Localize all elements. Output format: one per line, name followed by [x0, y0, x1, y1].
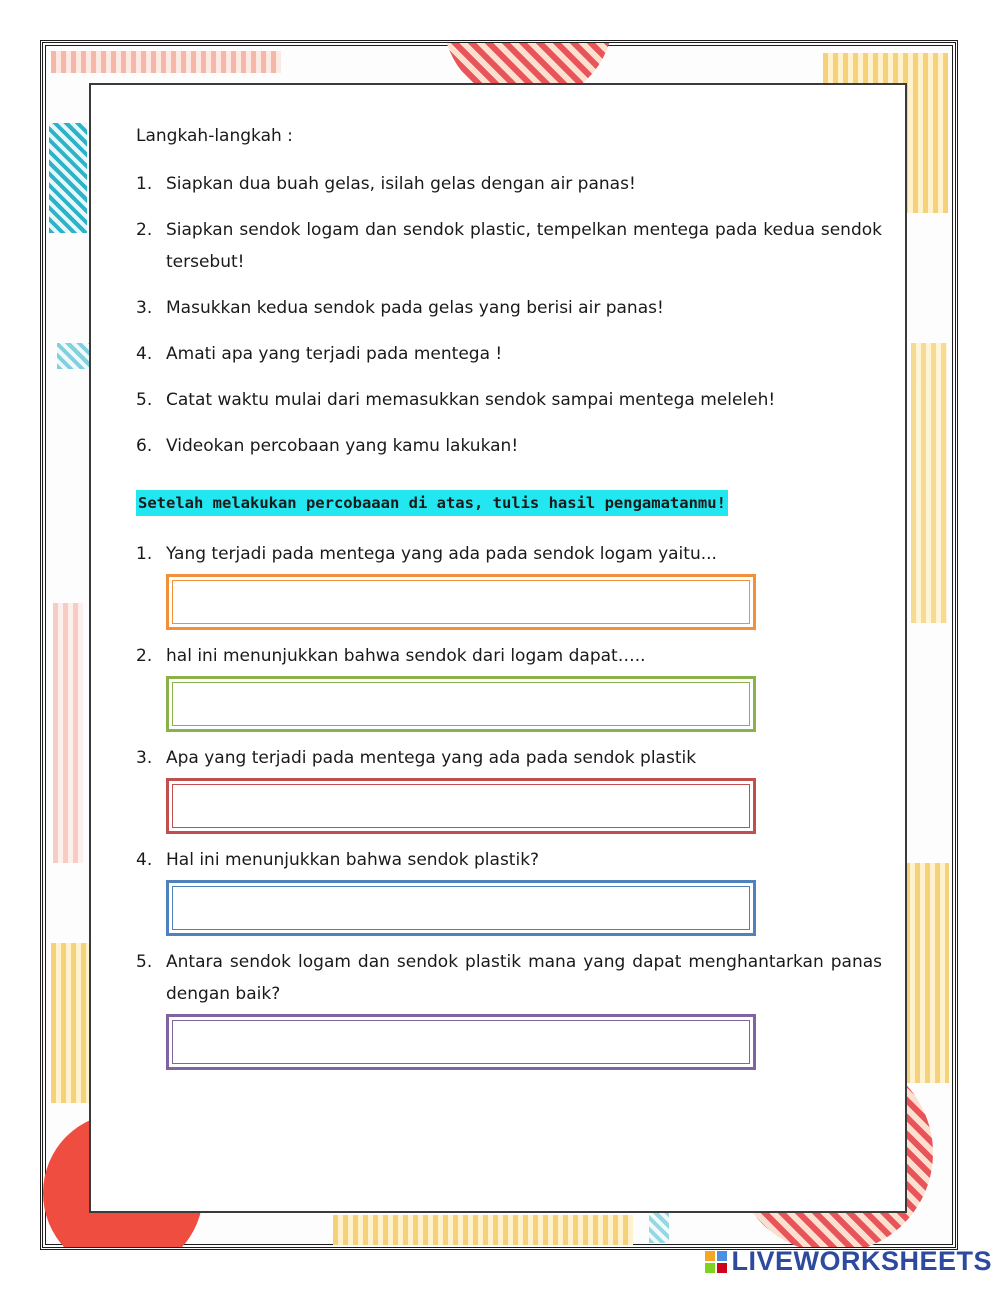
steps-heading: Langkah-langkah :: [136, 126, 293, 146]
question-item: [136, 538, 882, 570]
answer-input-1[interactable]: [172, 580, 750, 624]
answer-input-2[interactable]: [172, 682, 750, 726]
question-text: Apa yang terjadi pada mentega yang ada pada sendok plastik: [166, 748, 697, 768]
decor-top-left: [51, 51, 281, 73]
step-text: Masukkan kedua sendok pada gelas yang berisi air panas!: [166, 298, 664, 318]
question-item: [136, 946, 882, 1010]
step-text: Siapkan sendok logam dan sendok plastic, tempelkan mentega pada kedua sendok tersebut!: [166, 220, 882, 272]
step-number: 1.: [136, 174, 153, 194]
step-item: [136, 338, 882, 370]
question-text: Hal ini menunjukkan bahwa sendok plastik?: [166, 850, 540, 870]
step-item: [136, 214, 882, 278]
logo-square: [717, 1263, 727, 1273]
step-number: 4.: [136, 344, 153, 364]
step-item: [136, 384, 882, 416]
step-text: Amati apa yang terjadi pada mentega !: [166, 344, 503, 364]
question-number: 1.: [136, 544, 153, 564]
answer-box-1[interactable]: [166, 574, 756, 630]
question-text: Antara sendok logam dan sendok plastik mana yang dapat menghantarkan panas dengan baik?: [166, 952, 882, 1004]
question-text: hal ini menunjukkan bahwa sendok dari logam dapat…..: [166, 646, 646, 666]
answer-input-4[interactable]: [172, 886, 750, 930]
answer-input-5[interactable]: [172, 1020, 750, 1064]
step-number: 2.: [136, 220, 153, 240]
liveworksheets-logo-icon: [705, 1251, 727, 1273]
decor-right-mid: [905, 863, 949, 1083]
decor-left-cyan: [49, 123, 87, 233]
answer-box-4[interactable]: [166, 880, 756, 936]
answer-box-5[interactable]: [166, 1014, 756, 1070]
task-title: Setelah melakukan percobaaan di atas, tulis hasil pengamatanmu!: [136, 490, 728, 516]
step-text: Videokan percobaan yang kamu lakukan!: [166, 436, 519, 456]
step-number: 6.: [136, 436, 153, 456]
decor-bottom-strip: [333, 1215, 633, 1245]
logo-square: [717, 1251, 727, 1261]
question-item: [136, 742, 882, 774]
question-item: [136, 844, 882, 876]
question-number: 5.: [136, 952, 153, 972]
step-number: 5.: [136, 390, 153, 410]
step-item: [136, 430, 882, 462]
step-item: [136, 292, 882, 324]
decor-left-pink: [53, 603, 83, 863]
logo-square: [705, 1251, 715, 1261]
answer-box-3[interactable]: [166, 778, 756, 834]
question-number: 2.: [136, 646, 153, 666]
step-text: Catat waktu mulai dari memasukkan sendok sampai mentega meleleh!: [166, 390, 776, 410]
decor-right-yellow: [911, 343, 947, 623]
worksheet-content: [136, 120, 882, 1080]
liveworksheets-logo[interactable]: [705, 1246, 992, 1277]
answer-input-3[interactable]: [172, 784, 750, 828]
step-item: [136, 168, 882, 200]
question-text: Yang terjadi pada mentega yang ada pada sendok logam yaitu...: [166, 544, 717, 564]
answer-box-2[interactable]: [166, 676, 756, 732]
question-number: 4.: [136, 850, 153, 870]
question-item: [136, 640, 882, 672]
question-number: 3.: [136, 748, 153, 768]
logo-text: LIVEWORKSHEETS: [731, 1246, 992, 1276]
step-number: 3.: [136, 298, 153, 318]
logo-square: [705, 1263, 715, 1273]
step-text: Siapkan dua buah gelas, isilah gelas dengan air panas!: [166, 174, 636, 194]
